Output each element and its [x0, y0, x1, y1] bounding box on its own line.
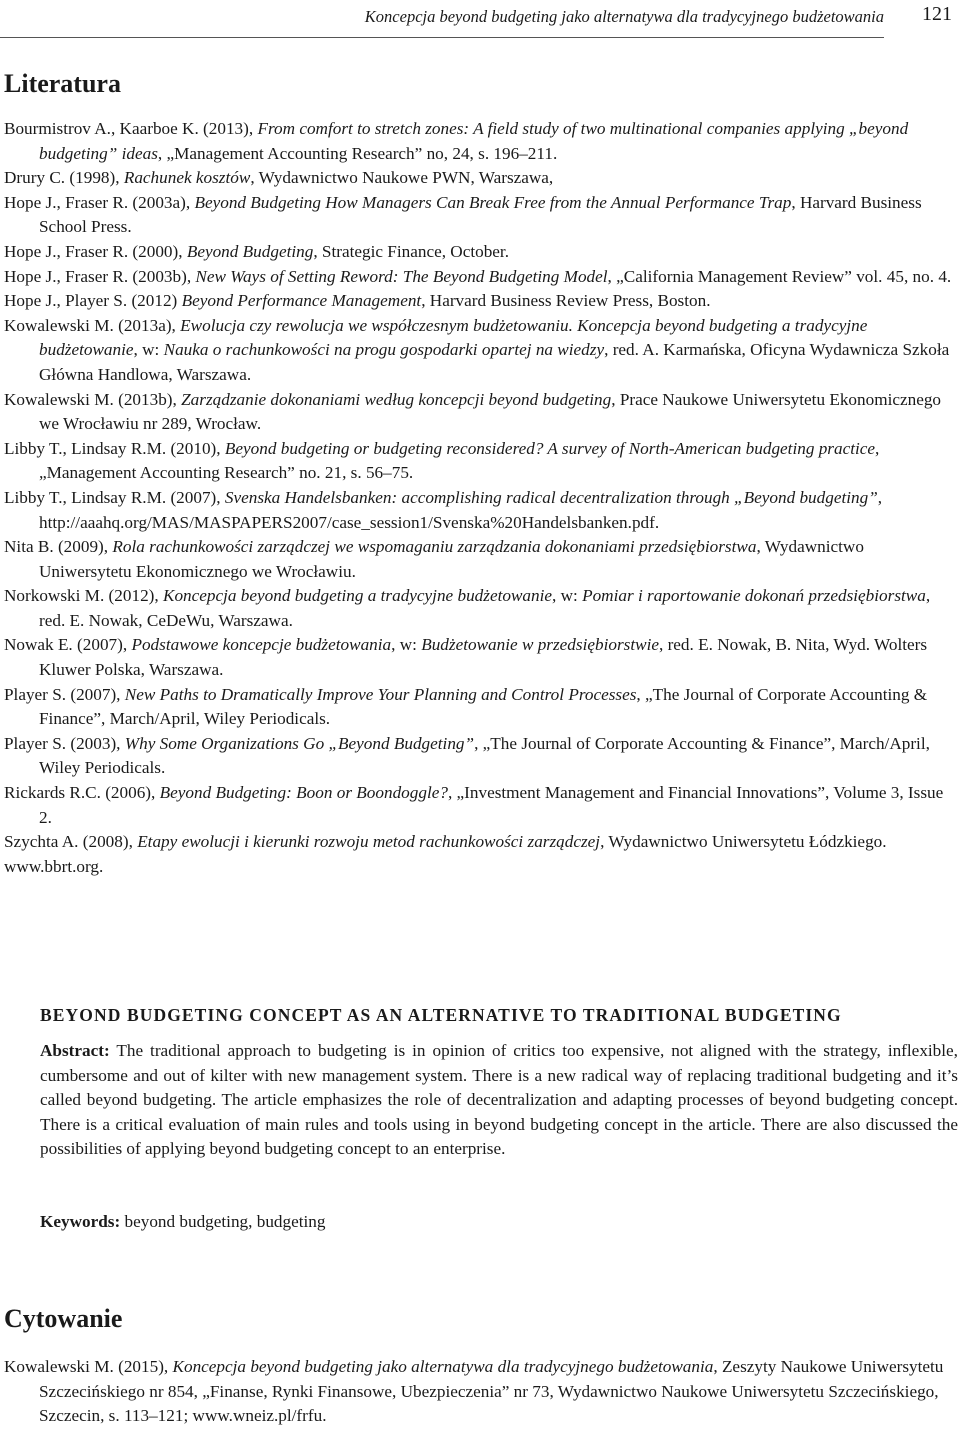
italic-text: Why Some Organizations Go „Beyond Budgeting”: [124, 733, 475, 753]
text-run: Nowak E. (2007),: [4, 635, 132, 655]
italic-text: Koncepcja beyond budgeting jako alternatywa dla tradycyjnego budżetowania: [172, 1357, 714, 1376]
text-run: , Wydawnictwo Uniwersytetu Łódzkiego.: [600, 832, 887, 852]
reference-item: [4, 265, 958, 290]
reference-item: [4, 781, 958, 830]
page-number: 121: [922, 3, 952, 25]
text-run: , „The Journal of Corporate Accounting & Finance”, March/April, Wiley Periodicals.: [39, 684, 928, 729]
text-run: , Wydawnictwo Naukowe PWN, Warszawa,: [250, 168, 554, 188]
references-list: [4, 117, 958, 879]
running-header-title: Koncepcja beyond budgeting jako alternatywa dla tradycyjnego budżetowania: [364, 7, 884, 26]
references-heading: Literatura: [4, 69, 121, 98]
text-run: www.bbrt.org.: [4, 856, 104, 876]
text-run: , „Investment Management and Financial Innovations”, Volume 3, Issue 2.: [39, 783, 944, 827]
reference-item: [4, 166, 958, 191]
text-run: Bourmistrov A., Kaarboe K. (2013),: [4, 119, 258, 138]
text-run: , w:: [391, 635, 422, 655]
reference-item: [4, 289, 958, 314]
italic-text: Ewolucja czy rewolucja we współczesnym budżetowaniu. Koncepcja beyond budgeting a tradycyjne budżetowanie: [39, 315, 868, 360]
abstract-text: The traditional approach to budgeting is in opinion of critics too expensive, not aligned with the strategy, inflexible, cumbersome and out of kilter with new management system. There is a new radical way of replacing traditional budgeting and it’s called beyond budgeting. The article emphasizes the role of decentralization and adapting processes of beyond budgeting concept. There is a critical evaluation of main rules and tools using in beyond budgeting concept in the article. There are also discussed the possibilities of applying beyond budgeting concept to an enterprise.: [40, 1041, 958, 1159]
header-rule: [0, 37, 884, 38]
italic-text: Etapy ewolucji i kierunki rozwoju metod rachunkowości zarządczej: [137, 832, 601, 852]
text-run: Drury C. (1998),: [4, 168, 124, 188]
text-run: Libby T., Lindsay R.M. (2007),: [4, 487, 225, 507]
reference-item: [4, 855, 958, 880]
text-run: Nita B. (2009),: [4, 537, 113, 557]
italic-text: Zarządzanie dokonaniami według koncepcji beyond budgeting: [181, 389, 612, 409]
reference-item: [4, 535, 958, 584]
citation-heading: Cytowanie: [4, 1304, 123, 1333]
italic-text: Budżetowanie w przedsiębiorstwie: [421, 635, 659, 655]
text-run: Kowalewski M. (2013a),: [4, 315, 181, 335]
italic-text: Rachunek kosztów: [123, 168, 251, 188]
text-run: Libby T., Lindsay R.M. (2010),: [4, 438, 225, 458]
italic-text: Koncepcja beyond budgeting a tradycyjne budżetowanie: [162, 586, 552, 606]
text-run: , „Management Accounting Research” no, 24, s. 196–211.: [157, 143, 558, 163]
text-run: Hope J., Fraser R. (2000),: [4, 241, 187, 261]
text-run: , http://aaahq.org/MAS/MASPAPERS2007/case_session1/Svenska%20Handelsbanken.pdf.: [39, 487, 883, 532]
keywords-label: Keywords:: [40, 1212, 121, 1231]
text-run: , Prace Naukowe Uniwersytetu Ekonomicznego we Wrocławiu nr 289, Wrocław.: [39, 389, 942, 434]
text-run: Hope J., Fraser R. (2003b),: [4, 266, 196, 286]
reference-item: [4, 633, 958, 682]
text-run: , red. A. Karmańska, Oficyna Wydawnicza Szkoła Główna Handlowa, Warszawa.: [39, 340, 950, 384]
running-header: [0, 0, 960, 40]
abstract-label: Abstract:: [40, 1041, 110, 1060]
italic-text: Beyond Budgeting How Managers Can Break Free from the Annual Performance Trap: [194, 192, 792, 212]
italic-text: Beyond Budgeting: [186, 241, 314, 261]
text-run: , „Management Accounting Research” no. 21, s. 56–75.: [39, 438, 880, 483]
italic-text: Podstawowe koncepcje budżetowania: [131, 635, 392, 655]
english-title: BEYOND BUDGETING CONCEPT AS AN ALTERNATIVE TO TRADITIONAL BUDGETING: [40, 1005, 842, 1025]
text-run: , red. E. Nowak, B. Nita, Wyd. Wolters Kluwer Polska, Warszawa.: [39, 635, 928, 680]
text-run: , Strategic Finance, October.: [313, 241, 509, 261]
text-run: Player S. (2007),: [4, 684, 125, 704]
italic-text: Beyond Budgeting: Boon or Boondoggle?: [159, 783, 448, 803]
text-run: Kowalewski M. (2015),: [4, 1357, 173, 1376]
keywords-text: beyond budgeting, budgeting: [124, 1212, 326, 1231]
italic-text: New Ways of Setting Reword: The Beyond Budgeting Model: [195, 266, 608, 286]
italic-text: New Paths to Dramatically Improve Your Planning and Control Processes: [124, 684, 637, 704]
italic-text: Pomiar i raportowanie dokonań przedsiębiorstwa: [582, 586, 926, 606]
italic-text: From comfort to stretch zones: A field study of two multinational companies applying „beyond budgeting” ideas: [39, 119, 909, 163]
text-run: , Wydawnictwo Uniwersytetu Ekonomicznego we Wrocławiu.: [39, 537, 864, 581]
italic-text: Nauka o rachunkowości na progu gospodarki opartej na wiedzy: [163, 340, 605, 360]
reference-item: [4, 732, 958, 781]
reference-item: [4, 314, 958, 388]
text-run: Kowalewski M. (2013b),: [4, 389, 182, 409]
abstract: [40, 1039, 958, 1162]
italic-text: Beyond budgeting or budgeting reconsidered? A survey of North-American budgeting practice: [224, 438, 876, 458]
text-run: , „California Management Review” vol. 45, no. 4.: [607, 266, 952, 286]
text-run: Rickards R.C. (2006),: [4, 783, 160, 803]
reference-item: [4, 486, 958, 535]
text-run: , Zeszyty Naukowe Uniwersytetu Szczecińskiego nr 854, „Finanse, Rynki Finansowe, Ubezpieczenia” nr 73, Wydawnictwo Naukowe Uniwersytetu Szczecińskiego, Szczecin, s. 113–121; www.wneiz.pl/frfu.: [39, 1357, 944, 1426]
text-run: , red. E. Nowak, CeDeWu, Warszawa.: [39, 586, 931, 630]
italic-text: Svenska Handelsbanken: accomplishing radical decentralization through „Beyond budgeting”: [224, 487, 878, 507]
reference-item: [4, 830, 958, 855]
text-run: , w:: [133, 340, 164, 360]
keywords: [40, 1210, 958, 1235]
reference-item: [4, 191, 958, 240]
text-run: , Harvard Business Review Press, Boston.: [421, 291, 711, 311]
citation-entry: [4, 1355, 960, 1429]
reference-item: [4, 683, 958, 732]
reference-item: [4, 584, 958, 633]
text-run: , Harvard Business School Press.: [39, 192, 922, 237]
reference-item: [4, 388, 958, 437]
text-run: , w:: [552, 586, 583, 606]
text-run: Szychta A. (2008),: [4, 832, 138, 852]
reference-item: [4, 437, 958, 486]
italic-text: Rola rachunkowości zarządczej we wspomaganiu zarządzania dokonaniami przedsiębiorstwa: [112, 537, 757, 557]
reference-item: [4, 117, 958, 166]
text-run: , „The Journal of Corporate Accounting & Finance”, March/April, Wiley Periodicals.: [39, 733, 930, 778]
text-run: Hope J., Player S. (2012): [4, 291, 182, 311]
text-run: Hope J., Fraser R. (2003a),: [4, 192, 195, 212]
reference-item: [4, 240, 958, 265]
text-run: Player S. (2003),: [4, 733, 125, 753]
text-run: Norkowski M. (2012),: [4, 586, 163, 606]
italic-text: Beyond Performance Management: [181, 291, 422, 311]
